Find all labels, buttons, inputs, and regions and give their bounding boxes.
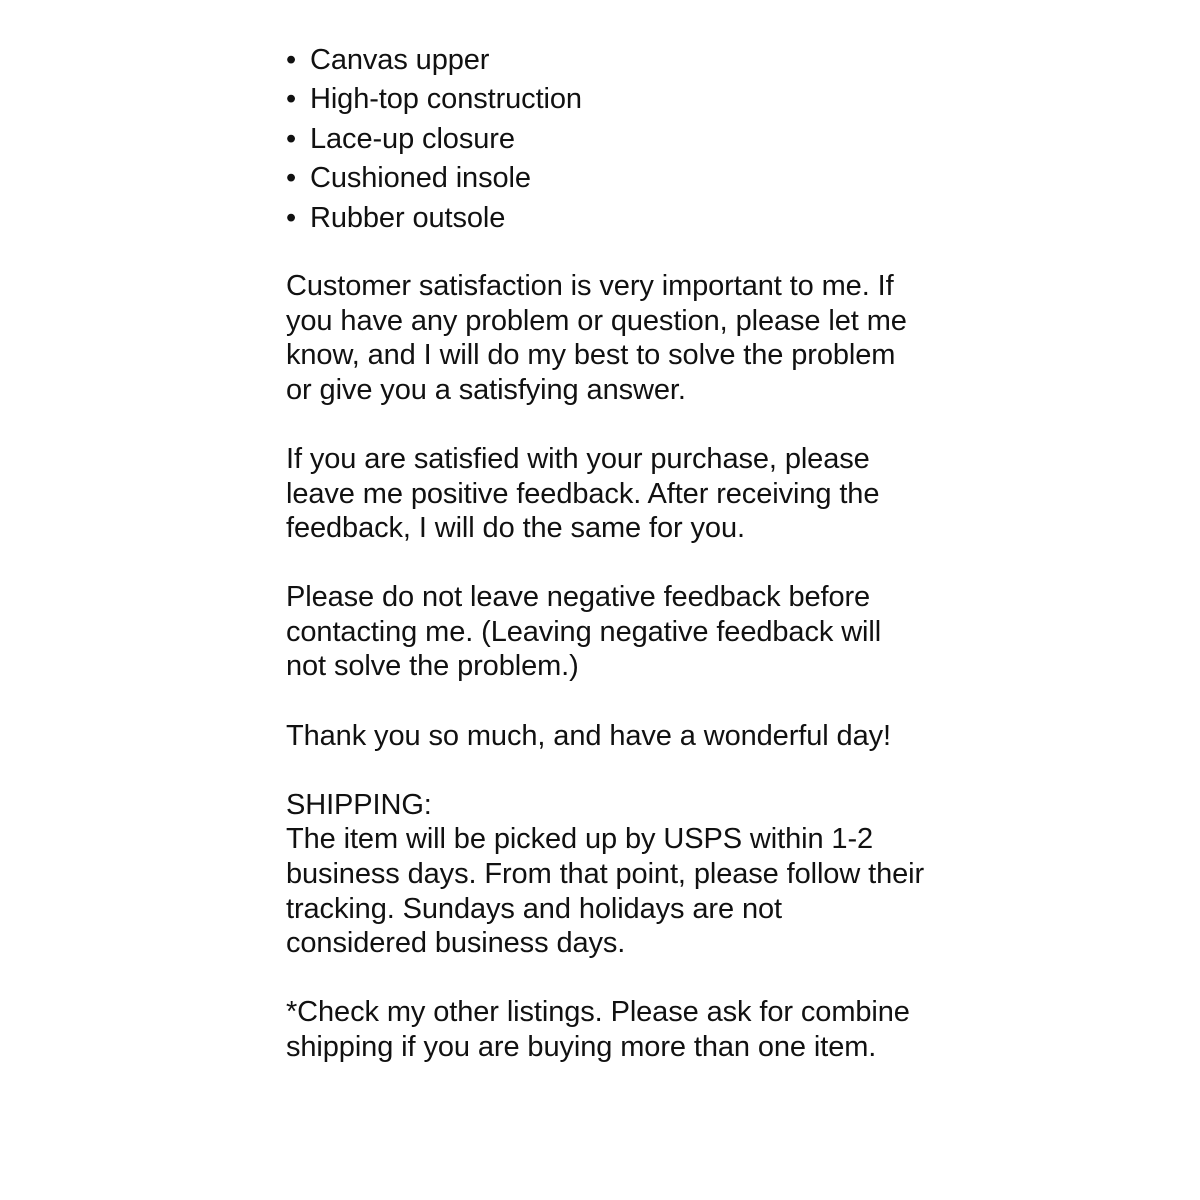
listing-description (286, 41, 926, 1065)
bullet-icon: • (286, 44, 297, 76)
spacer (286, 961, 926, 996)
feature-list (286, 41, 926, 238)
feature-item (286, 41, 926, 80)
negative-feedback-paragraph: Please do not leave negative feedback before contacting me. (Leaving negative feedback will not solve the problem.) (286, 581, 882, 683)
bullet-icon: • (286, 201, 297, 234)
thanks-paragraph: Thank you so much, and have a wonderful day! (286, 719, 891, 752)
feature-text: Rubber outsole (310, 201, 506, 234)
feature-item (286, 80, 926, 119)
feature-text: Lace-up closure (310, 122, 515, 155)
spacer (286, 684, 926, 719)
feature-item (286, 159, 926, 198)
shipping-heading: SHIPPING: (286, 788, 432, 821)
feature-item (286, 199, 926, 238)
bullet-icon: • (286, 122, 297, 155)
feature-text: High-top construction (310, 83, 582, 116)
shipping-paragraph: The item will be picked up by USPS within 1-2 business days. From that point, please follow their tracking. Sundays and holidays are not considered business days. (286, 823, 925, 960)
spacer (286, 546, 926, 581)
satisfaction-paragraph: Customer satisfaction is very important to me. If you have any problem or question, please let me know, and I will do my best to solve the problem or give you a satisfying answer. (286, 269, 907, 406)
feature-text: Canvas upper (310, 44, 490, 76)
feedback-paragraph: If you are satisfied with your purchase, please leave me positive feedback. After receiving the feedback, I will do the same for you. (286, 442, 880, 545)
bullet-icon: • (286, 83, 297, 116)
feature-text: Cushioned insole (310, 162, 531, 195)
bullet-icon: • (286, 162, 297, 195)
spacer (286, 238, 926, 269)
other-listings-paragraph: *Check my other listings. Please ask for combine shipping if you are buying more than one item. (286, 996, 910, 1064)
feature-item (286, 120, 926, 159)
spacer (286, 407, 926, 442)
spacer (286, 753, 926, 788)
